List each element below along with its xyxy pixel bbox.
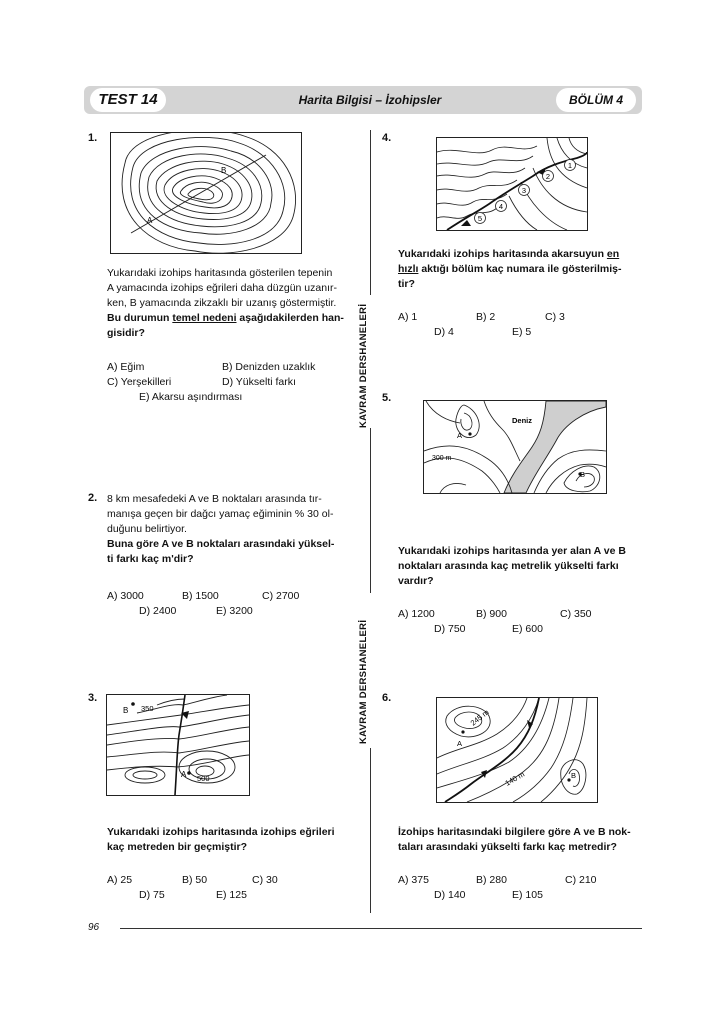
- q5-label-b: B: [580, 470, 586, 479]
- q6-question: İzohips haritasındaki bilgilere göre A ve B nok-: [398, 826, 631, 838]
- column-divider: [370, 428, 371, 593]
- q5-option-b[interactable]: B) 900: [476, 608, 507, 620]
- q3-option-e[interactable]: E) 125: [216, 889, 247, 901]
- q2-option-c[interactable]: C) 2700: [262, 590, 300, 602]
- question-number: 4.: [382, 132, 392, 144]
- question-number: 5.: [382, 392, 392, 404]
- q2-question: ti farkı kaç m'dir?: [107, 553, 194, 565]
- q3-option-b[interactable]: B) 50: [182, 874, 208, 886]
- q1-option-d[interactable]: D) Yükselti farkı: [222, 376, 296, 388]
- question-number: 6.: [382, 692, 392, 704]
- q2-option-e[interactable]: E) 3200: [216, 605, 253, 617]
- q5-option-a[interactable]: A) 1200: [398, 608, 435, 620]
- q5-contour-map: [423, 400, 607, 494]
- q1-option-b[interactable]: B) Denizden uzaklık: [222, 361, 316, 373]
- q4-option-a[interactable]: A) 1: [398, 311, 418, 323]
- q1-text-line: A yamacında izohips eğrileri daha düzgün uzanır-: [107, 282, 337, 294]
- q5-label-a: A: [457, 431, 463, 440]
- q4-label-4: 4: [498, 202, 504, 211]
- q6-option-a[interactable]: A) 375: [398, 874, 429, 886]
- q1-question: Bu durumun temel nedeni aşağıdakilerden han-: [107, 312, 344, 324]
- footer-rule: [120, 928, 642, 929]
- q3-value-350: 350: [141, 704, 154, 713]
- q6-option-e[interactable]: E) 105: [512, 889, 543, 901]
- q4-label-5: 5: [477, 214, 483, 223]
- question-number: 1.: [88, 132, 98, 144]
- q6-option-c[interactable]: C) 210: [565, 874, 597, 886]
- q5-label-300: 300 m: [432, 455, 452, 462]
- q4-label-2: 2: [545, 172, 551, 181]
- q1-contour-map: [110, 132, 302, 254]
- page-title: Harita Bilgisi – İzohipsler: [298, 93, 442, 107]
- question-number: 3.: [88, 692, 98, 704]
- q2-text-line: manışa geçen bir dağcı yamaç eğiminin % 30 ol-: [107, 508, 334, 520]
- q6-option-d[interactable]: D) 140: [434, 889, 466, 901]
- q5-question: noktaları arasında kaç metrelik yükselti farkı: [398, 560, 619, 572]
- q2-option-b[interactable]: B) 1500: [182, 590, 219, 602]
- column-divider: [370, 130, 371, 295]
- q3-value-500: 500: [197, 774, 210, 783]
- side-label: KAVRAM DERSHANELERİ: [358, 619, 369, 744]
- q5-question: Yukarıdaki izohips haritasında yer alan A ve B: [398, 545, 626, 557]
- q1-option-a[interactable]: A) Eğim: [107, 361, 145, 373]
- q1-text-line: Yukarıdaki izohips haritasında gösterilen tepenin: [107, 267, 333, 279]
- q3-contour-map: [106, 694, 250, 796]
- q4-contour-map: [436, 137, 588, 231]
- q4-option-d[interactable]: D) 4: [434, 326, 454, 338]
- page-number: 96: [88, 922, 100, 933]
- q6-label-a: A: [457, 739, 463, 748]
- q2-option-d[interactable]: D) 2400: [139, 605, 177, 617]
- q1-text-line: ken, B yamacında zikzaklı bir uzanış göstermiştir.: [107, 297, 337, 309]
- q3-label-b: B: [123, 706, 129, 715]
- q1-label-a: A: [147, 216, 153, 225]
- q3-option-c[interactable]: C) 30: [252, 874, 278, 886]
- q3-label-a: A: [181, 770, 187, 779]
- q3-question: kaç metreden bir geçmiştir?: [107, 841, 248, 853]
- column-divider: [370, 748, 371, 913]
- q4-option-c[interactable]: C) 3: [545, 311, 565, 323]
- q5-option-d[interactable]: D) 750: [434, 623, 466, 635]
- q2-text-line: duğunu belirtiyor.: [107, 523, 187, 535]
- q1-label-b: B: [221, 166, 227, 175]
- q4-label-3: 3: [521, 186, 527, 195]
- q4-question: hızlı aktığı bölüm kaç numara ile gösterilmiş-: [398, 263, 622, 275]
- test-badge: TEST 14: [90, 88, 166, 112]
- q6-contour-map: [436, 697, 598, 803]
- q2-option-a[interactable]: A) 3000: [107, 590, 144, 602]
- q6-label-245: 245 m: [468, 707, 491, 728]
- q2-text-line: 8 km mesafedeki A ve B noktaları arasında tır-: [107, 493, 322, 505]
- q1-question: gisidir?: [107, 327, 145, 339]
- q4-question: Yukarıdaki izohips haritasında akarsuyun en: [398, 248, 620, 260]
- side-label: KAVRAM DERSHANELERİ: [358, 303, 369, 428]
- q4-label-1: 1: [567, 161, 573, 170]
- question-number: 2.: [88, 492, 98, 504]
- q3-option-d[interactable]: D) 75: [139, 889, 165, 901]
- q1-option-c[interactable]: C) Yerşekilleri: [107, 376, 172, 388]
- q3-question: Yukarıdaki izohips haritasında izohips eğrileri: [107, 826, 335, 838]
- q4-question: tir?: [398, 278, 415, 290]
- q5-question: vardır?: [398, 575, 434, 587]
- q6-label-b: B: [571, 771, 577, 780]
- q6-option-b[interactable]: B) 280: [476, 874, 507, 886]
- q4-option-e[interactable]: E) 5: [512, 326, 532, 338]
- q6-question: taları arasındaki yükselti farkı kaç metredir?: [398, 841, 617, 853]
- section-badge: BÖLÜM 4: [556, 88, 636, 112]
- q5-option-e[interactable]: E) 600: [512, 623, 543, 635]
- q6-label-140: 140 m: [503, 769, 527, 788]
- q3-option-a[interactable]: A) 25: [107, 874, 133, 886]
- q4-option-b[interactable]: B) 2: [476, 311, 496, 323]
- q5-label-deniz: Deniz: [512, 416, 533, 425]
- q5-option-c[interactable]: C) 350: [560, 608, 592, 620]
- q2-question: Buna göre A ve B noktaları arasındaki yüksel-: [107, 538, 335, 550]
- q1-option-e[interactable]: E) Akarsu aşındırması: [139, 391, 243, 403]
